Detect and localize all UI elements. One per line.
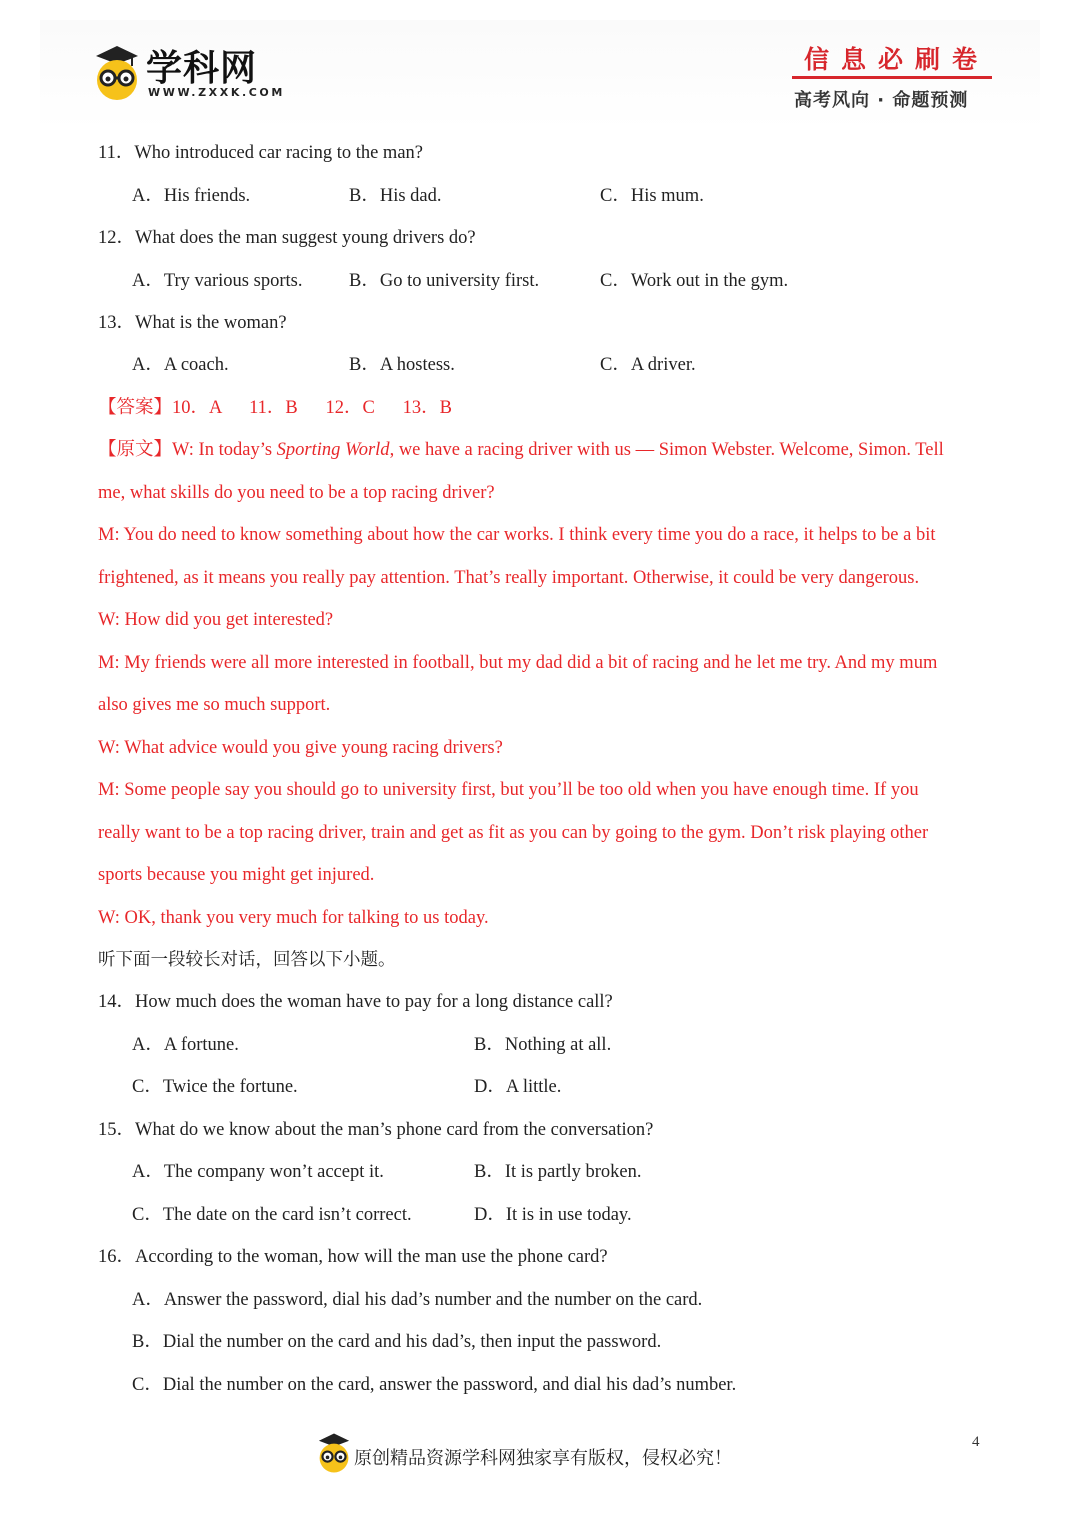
- question-13-stem: 13．What is the woman?: [98, 313, 287, 333]
- question-14-option-a: A．A fortune.: [132, 1035, 239, 1055]
- question-16-option-a: A．Answer the password, dial his dad’s number and the number on the card.: [132, 1290, 703, 1310]
- brand-subtitle: 高考风向 · 命题预测: [794, 90, 969, 111]
- question-15-option-a: A．The company won’t accept it.: [132, 1162, 384, 1182]
- question-11-option-c: C．His mum.: [600, 186, 704, 206]
- answer-key: [98, 397, 452, 419]
- question-16-stem: 16．According to the woman, how will the man use the phone card?: [98, 1247, 608, 1267]
- transcript-line-11: sports because you might get injured.: [98, 865, 375, 885]
- answer-values: 10．A 11．B 12．C 13．B: [172, 398, 452, 418]
- footer-mascot-icon: [316, 1432, 352, 1474]
- question-13-option-a: A．A coach.: [132, 355, 229, 375]
- question-16-option-b: B．Dial the number on the card and his dad’s, then input the password.: [132, 1332, 662, 1352]
- transcript-line-3: M: You do need to know something about how the car works. I think every time you do a race, it helps to be a bit: [98, 525, 936, 545]
- question-11-stem: 11．Who introduced car racing to the man?: [98, 143, 423, 163]
- question-14-option-b: B．Nothing at all.: [474, 1035, 612, 1055]
- brand-divider: [792, 76, 992, 79]
- transcript-line-5: W: How did you get interested?: [98, 610, 334, 630]
- brand-title: 信息必刷卷: [804, 45, 990, 74]
- page-number: 4: [972, 1434, 980, 1450]
- question-12-option-b: B．Go to university first.: [349, 271, 540, 291]
- transcript-line-1: [98, 439, 944, 461]
- transcript-line-7: also gives me so much support.: [98, 695, 331, 715]
- question-15-option-d: D．It is in use today.: [474, 1205, 632, 1225]
- transcript-text: , we have a racing driver with us — Simon Webster. Welcome, Simon. Tell: [389, 440, 944, 460]
- transcript-line-4: frightened, as it means you really pay attention. That’s really important. Otherwise, it could be very dangerous.: [98, 568, 920, 588]
- question-12-option-a: A．Try various sports.: [132, 271, 303, 291]
- question-14-stem: 14．How much does the woman have to pay for a long distance call?: [98, 992, 613, 1012]
- question-16-option-c: C．Dial the number on the card, answer the password, and dial his dad’s number.: [132, 1375, 737, 1395]
- transcript-line-2: me, what skills do you need to be a top racing driver?: [98, 483, 495, 503]
- transcript-label: 【原文】: [98, 440, 173, 460]
- transcript-line-6: M: My friends were all more interested in football, but my dad did a bit of racing and he let me try. And my mum: [98, 653, 938, 673]
- footer-copyright: 原创精品资源学科网独家享有版权，侵权必究！: [354, 1448, 732, 1469]
- transcript-line-10: really want to be a top racing driver, train and get as fit as you can by going to the gym. Don’t risk playing other: [98, 823, 929, 843]
- question-11-option-b: B．His dad.: [349, 186, 442, 206]
- question-15-option-c: C．The date on the card isn’t correct.: [132, 1205, 412, 1225]
- question-15-option-b: B．It is partly broken.: [474, 1162, 642, 1182]
- question-14-option-c: C．Twice the fortune.: [132, 1077, 298, 1097]
- transcript-line-12: W: OK, thank you very much for talking to us today.: [98, 908, 489, 928]
- answer-label: 【答案】: [98, 398, 173, 418]
- question-15-stem: 15．What do we know about the man’s phone card from the conversation?: [98, 1120, 654, 1140]
- question-12-stem: 12．What does the man suggest young drivers do?: [98, 228, 476, 248]
- logo-mascot-icon: [92, 44, 142, 102]
- transcript-text: W: In today’s: [172, 440, 277, 460]
- question-11-option-a: A．His friends.: [132, 186, 251, 206]
- question-13-option-b: B．A hostess.: [349, 355, 455, 375]
- program-name: Sporting World: [276, 440, 390, 460]
- question-12-option-c: C．Work out in the gym.: [600, 271, 789, 291]
- question-13-option-c: C．A driver.: [600, 355, 696, 375]
- transcript-line-8: W: What advice would you give young racing drivers?: [98, 738, 503, 758]
- section-instruction: 听下面一段较长对话，回答以下小题。: [98, 950, 396, 970]
- transcript-line-9: M: Some people say you should go to university first, but you’ll be too old when you have enough time. If you: [98, 780, 919, 800]
- logo-name: 学科网: [146, 48, 258, 89]
- logo-url: WWW.ZXXK.COM: [148, 86, 285, 99]
- question-14-option-d: D．A little.: [474, 1077, 562, 1097]
